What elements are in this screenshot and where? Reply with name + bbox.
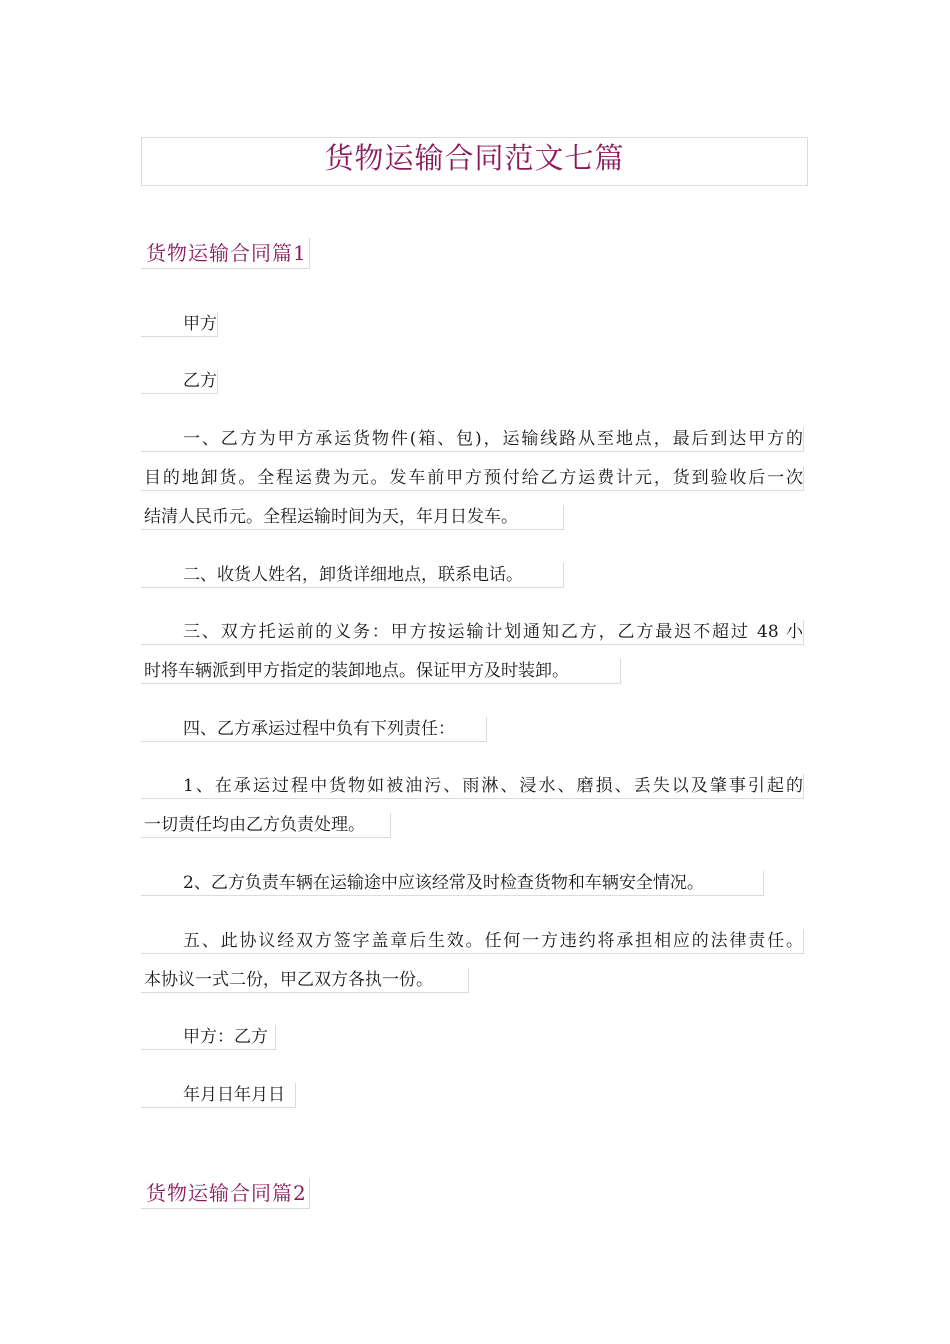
clause-1-line-3: 结清人民币元。全程运输时间为天，年月日发车。 — [141, 505, 564, 530]
date-line: 年月日年月日 — [141, 1083, 296, 1108]
item-2: 2、乙方负责车辆在运输途中应该经常及时检查货物和车辆安全情况。 — [141, 871, 764, 896]
clause-5-line-2: 本协议一式二份，甲乙双方各执一份。 — [141, 968, 469, 993]
signature-line: 甲方：乙方 — [141, 1025, 276, 1050]
clause-3-line-2: 时将车辆派到甲方指定的装卸地点。保证甲方及时装卸。 — [141, 659, 621, 684]
clause-4: 四、乙方承运过程中负有下列责任： — [141, 717, 487, 742]
clause-2: 二、收货人姓名，卸货详细地点，联系电话。 — [141, 563, 564, 588]
document-title: 货物运输合同范文七篇 — [141, 137, 808, 186]
clause-3-line-1: 三、双方托运前的义务：甲方按运输计划通知乙方，乙方最迟不超过 48 小 — [141, 620, 804, 645]
item-1-line-1: 1、在承运过程中货物如被油污、雨淋、浸水、磨损、丢失以及肇事引起的 — [141, 774, 804, 799]
clause-5-line-1: 五、此协议经双方签字盖章后生效。任何一方违约将承担相应的法律责任。 — [141, 929, 804, 954]
party-b-label: 乙方 — [141, 369, 218, 394]
clause-1-line-1: 一、乙方为甲方承运货物件(箱、包)，运输线路从至地点，最后到达甲方的 — [141, 427, 804, 452]
item-1-line-2: 一切责任均由乙方负责处理。 — [141, 813, 391, 838]
clause-1-line-2: 目的地卸货。全程运费为元。发车前甲方预付给乙方运费计元，货到验收后一次 — [141, 466, 804, 491]
section-heading-2: 货物运输合同篇2 — [141, 1178, 310, 1209]
party-a-label: 甲方 — [141, 312, 218, 337]
section-heading-1: 货物运输合同篇1 — [141, 238, 310, 269]
